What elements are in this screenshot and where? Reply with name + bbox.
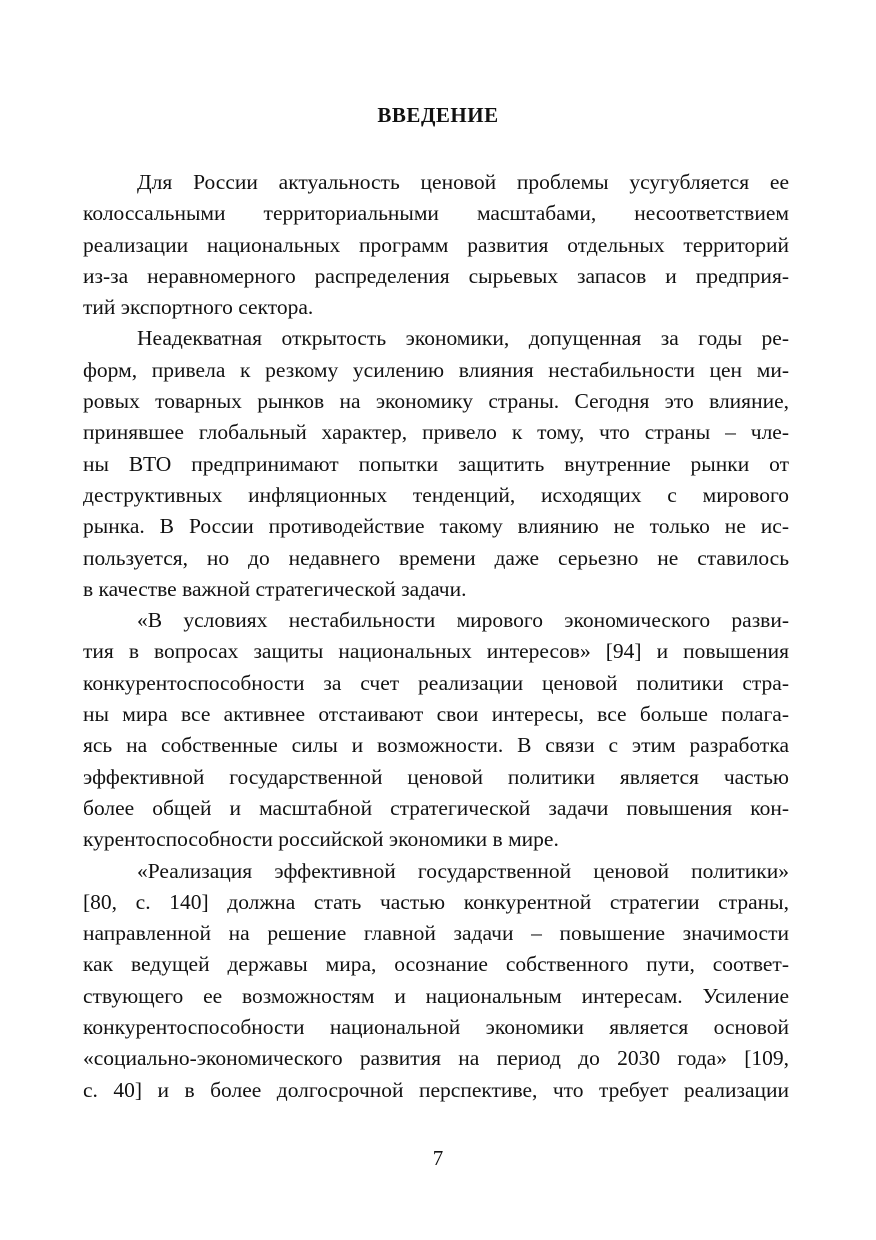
text-line: ны мира все активнее отстаивают свои интересы, все больше полага- — [83, 702, 789, 727]
text-line: эффективной государственной ценовой политики является частью — [83, 764, 789, 789]
text-line: ровых товарных рынков на экономику страны. Сегодня это влияние, — [83, 389, 789, 414]
text-line: направленной на решение главной задачи – повышение значимости — [83, 921, 789, 946]
text-line: рынка. В России противодействие такому влиянию не только не ис- — [83, 514, 789, 539]
paragraph-3 — [83, 605, 789, 855]
text-line: «В условиях нестабильности мирового экономического разви- — [137, 608, 789, 633]
text-line: с. 40] и в более долгосрочной перспективе, что требует реализации — [83, 1077, 789, 1102]
text-line: конкурентоспособности национальной экономики является основой — [83, 1015, 789, 1040]
text-line: Неадекватная открытость экономики, допущенная за годы ре- — [137, 326, 789, 351]
text-line: более общей и масштабной стратегической задачи повышения кон- — [83, 795, 789, 820]
text-line: ствующего ее возможностям и национальным интересам. Усиление — [83, 983, 789, 1008]
text-line: тий экспортного сектора. — [83, 295, 314, 320]
paragraph-1 — [83, 167, 789, 323]
text-line: принявшее глобальный характер, привело к тому, что страны – чле- — [83, 420, 789, 445]
text-line: Для России актуальность ценовой проблемы усугубляется ее — [137, 170, 789, 194]
text-line: ясь на собственные силы и возможности. В связи с этим разработка — [83, 733, 789, 758]
text-line: реализации национальных программ развития отдельных территорий — [83, 232, 789, 257]
page-title: ВВЕДЕНИЕ — [377, 103, 499, 127]
text-line: колоссальными территориальными масштабами, несоответствием — [83, 201, 789, 226]
text-line: в качестве важной стратегической задачи. — [83, 576, 467, 601]
text-line: [80, с. 140] должна стать частью конкурентной стратегии страны, — [83, 889, 789, 914]
text-line: курентоспособности российской экономики в мире. — [83, 827, 559, 852]
text-line: форм, привела к резкому усилению влияния нестабильности цен ми- — [83, 357, 789, 382]
text-line: конкурентоспособности за счет реализации ценовой политики стра- — [83, 670, 789, 695]
document-body — [83, 167, 789, 1106]
text-line: из-за неравномерного распределения сырьевых запасов и предприя- — [83, 263, 789, 288]
paragraph-2 — [83, 323, 789, 605]
text-line: тия в вопросах защиты национальных интересов» [94] и повышения — [83, 639, 789, 664]
page-number: 7 — [432, 1146, 444, 1170]
text-line: пользуется, но до недавнего времени даже серьезно не ставилось — [83, 545, 789, 570]
text-line: деструктивных инфляционных тенденций, исходящих с мирового — [83, 482, 789, 507]
text-line: ны ВТО предпринимают попытки защитить внутренние рынки от — [83, 451, 789, 476]
text-line: как ведущей державы мира, осознание собственного пути, соответ- — [83, 952, 789, 977]
text-line: «Реализация эффективной государственной ценовой политики» — [137, 858, 789, 883]
text-line: «социально-экономического развития на период до 2030 года» [109, — [83, 1046, 789, 1071]
paragraph-4 — [83, 856, 789, 1106]
